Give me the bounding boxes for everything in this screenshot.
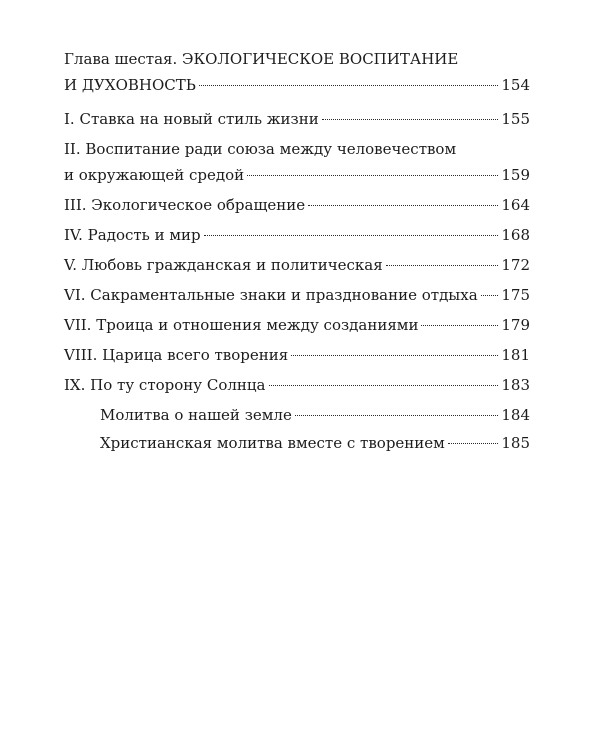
toc-row xyxy=(64,222,530,248)
dot-leader xyxy=(386,265,499,266)
subsection-title: Молитва о нашей земле xyxy=(100,406,292,424)
dot-leader xyxy=(204,235,499,236)
page-number: 175 xyxy=(501,286,530,304)
dot-leader xyxy=(295,415,499,416)
section-title: VI. Сакраментальные знаки и празднование отдыха xyxy=(64,286,478,304)
section-title: IX. По ту сторону Солнца xyxy=(64,376,266,394)
chapter-title-line1: Глава шестая. ЭКОЛОГИЧЕСКОЕ ВОСПИТАНИЕ xyxy=(64,50,459,68)
toc-section-entry xyxy=(64,106,530,132)
dot-leader xyxy=(481,295,499,296)
table-of-contents xyxy=(64,46,530,458)
page-number: 154 xyxy=(501,76,530,94)
dot-leader xyxy=(247,175,498,176)
toc-section-entry xyxy=(64,312,530,338)
page-number: 185 xyxy=(501,434,530,452)
section-title: VII. Троица и отношения между созданиями xyxy=(64,316,419,334)
section-title: IV. Радость и мир xyxy=(64,226,201,244)
toc-subsection-entry xyxy=(64,402,530,428)
dot-leader xyxy=(291,355,498,356)
dot-leader xyxy=(322,119,499,120)
page-number: 179 xyxy=(501,316,530,334)
section-title-line1: II. Воспитание ради союза между человечеством xyxy=(64,140,457,158)
page-number: 172 xyxy=(501,256,530,274)
page-number: 168 xyxy=(501,226,530,244)
toc-row xyxy=(64,372,530,398)
toc-row xyxy=(64,252,530,278)
dot-leader xyxy=(199,85,499,86)
dot-leader xyxy=(448,443,499,444)
toc-row xyxy=(64,106,530,132)
toc-row xyxy=(64,312,530,338)
toc-row xyxy=(64,282,530,308)
toc-section-entry xyxy=(64,342,530,368)
toc-section-entry xyxy=(64,252,530,278)
page-number: 155 xyxy=(501,110,530,128)
page-number: 183 xyxy=(501,376,530,394)
section-title: I. Ставка на новый стиль жизни xyxy=(64,110,319,128)
page-number: 164 xyxy=(501,196,530,214)
section-title: III. Экологическое обращение xyxy=(64,196,306,214)
section-title-line2: и окружающей средой xyxy=(64,166,245,184)
toc-section-entry xyxy=(64,136,530,188)
page-number: 159 xyxy=(501,166,530,184)
toc-section-entry xyxy=(64,192,530,218)
page-number: 181 xyxy=(501,346,530,364)
toc-section-entry xyxy=(64,222,530,248)
page-number: 184 xyxy=(501,406,530,424)
section-title: V. Любовь гражданская и политическая xyxy=(64,256,383,274)
toc-row xyxy=(64,342,530,368)
dot-leader xyxy=(269,385,499,386)
toc-row xyxy=(100,430,530,456)
toc-chapter-entry xyxy=(64,46,530,98)
dot-leader xyxy=(308,205,498,206)
toc-row xyxy=(64,162,530,188)
chapter-title-line2-row xyxy=(64,72,530,98)
subsection-title: Христианская молитва вместе с творением xyxy=(100,434,445,452)
toc-subsection-entry xyxy=(64,430,530,456)
toc-section-entry xyxy=(64,282,530,308)
toc-row xyxy=(100,402,530,428)
dot-leader xyxy=(421,325,498,326)
chapter-title-line2: И ДУХОВНОСТЬ xyxy=(64,76,196,94)
section-title: VIII. Царица всего творения xyxy=(64,346,289,364)
toc-row xyxy=(64,192,530,218)
toc-section-entry xyxy=(64,372,530,398)
